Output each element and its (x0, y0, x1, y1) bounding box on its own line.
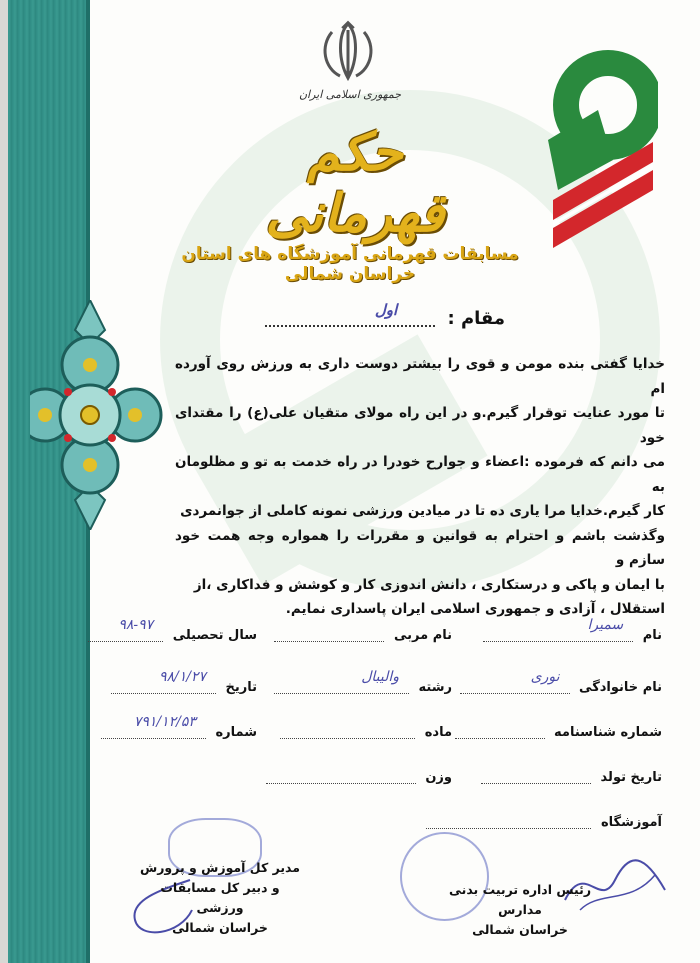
id-number-field (455, 725, 662, 740)
weight-field (266, 770, 452, 785)
pledge-line: تا مورد عنایت توقرار گیرم.و در این راه مولای متقیان علی(ع) را مقتدای خود (175, 405, 665, 446)
signature-block-right (440, 880, 600, 940)
pledge-text (175, 352, 665, 622)
weight-line (266, 771, 416, 784)
number-label: شماره (215, 725, 257, 740)
signature-block-left (135, 858, 305, 938)
school-label: آموزشگاه (600, 815, 662, 830)
discipline-label: رشته (418, 680, 452, 695)
coach-field (274, 628, 452, 643)
signature-title: رئیس اداره تربیت بدنی مدارس (448, 882, 592, 917)
rank-line (265, 301, 435, 327)
school-line (426, 816, 591, 829)
date-line (111, 669, 216, 694)
signature-region: خراسان شمالی (172, 920, 268, 935)
rank-field (255, 301, 505, 329)
school-year-field (88, 617, 257, 643)
discipline-line (274, 669, 409, 694)
pledge-line: کار گیرم.خدایا مرا یاری ده تا در میادین ورزشی نمونه کاملی از جوانمردی (180, 503, 665, 519)
family-line (460, 669, 570, 694)
sports-logo-icon (538, 50, 658, 260)
iran-emblem-icon (318, 20, 378, 82)
certificate-subtitle: مسابقات قهرمانی آموزشگاه های استان خراسان شمالی (181, 244, 519, 284)
number-line (101, 714, 206, 739)
emblem-caption: جمهوری اسلامی ایران (298, 88, 402, 101)
date-field (111, 669, 257, 695)
school-year-value: ۹۸-۹۷ (118, 617, 154, 633)
school-field (426, 815, 662, 830)
birth-date-field (481, 770, 662, 785)
school-year-line (88, 617, 163, 642)
pledge-line: وگذشت باشم و احترام به قوانین و مقررات را همواره وجه همت خود سازم و (175, 527, 665, 568)
event-label: ماده (424, 725, 452, 740)
discipline-field (274, 669, 452, 695)
id-number-line (455, 726, 545, 739)
event-field (280, 725, 452, 740)
signature-title: مدیر کل آموزش و پرورش (139, 860, 301, 875)
paper-edge (0, 0, 8, 963)
discipline-value: والیبال (361, 669, 399, 685)
rank-label: مقام : (447, 308, 505, 329)
coach-line (274, 629, 384, 642)
family-value: نوری (530, 669, 560, 685)
date-value: ۹۸/۱/۲۷ (158, 669, 206, 685)
pledge-line: استقلال ، آزادی و جمهوری اسلامی ایران پاسداری نمایم. (285, 601, 665, 617)
weight-label: وزن (425, 770, 452, 785)
name-value: سمیرا (587, 617, 624, 633)
name-field (483, 617, 662, 643)
date-label: تاریخ (225, 680, 257, 695)
birth-date-line (481, 771, 591, 784)
number-value: ۷۹۱/۱۲/۵۳ (133, 714, 196, 730)
signature-subtitle: و دبیر کل مسابقات ورزشی (160, 880, 280, 915)
family-label: نام خانوادگی (579, 680, 662, 695)
pledge-line: می دانم که فرموده :اعضاء و جوارح خودرا در راه خدمت به تو و مظلومان به (175, 454, 665, 495)
name-line (483, 617, 633, 642)
certificate-title: حکم قهرمانی (265, 122, 445, 244)
pledge-line: خدایا گفتی بنده مومن و قوی را بیشتر دوست داری به ورزش روی آورده ام (175, 356, 665, 397)
rank-value: اول (374, 301, 398, 319)
id-number-label: شماره شناسنامه (554, 725, 662, 740)
number-field (101, 714, 257, 740)
coach-label: نام مربی (394, 628, 452, 643)
event-line (280, 726, 415, 739)
signature-region: خراسان شمالی (472, 922, 568, 937)
ornament-flower-icon (30, 300, 180, 530)
family-field (460, 669, 662, 695)
name-label: نام (642, 628, 662, 643)
school-year-label: سال تحصیلی (172, 628, 257, 643)
birth-date-label: تاریخ تولد (600, 770, 662, 785)
pledge-line: با ایمان و پاکی و درستکاری ، دانش اندوزی کار و کوشش و فداکاری ،از (193, 576, 665, 593)
